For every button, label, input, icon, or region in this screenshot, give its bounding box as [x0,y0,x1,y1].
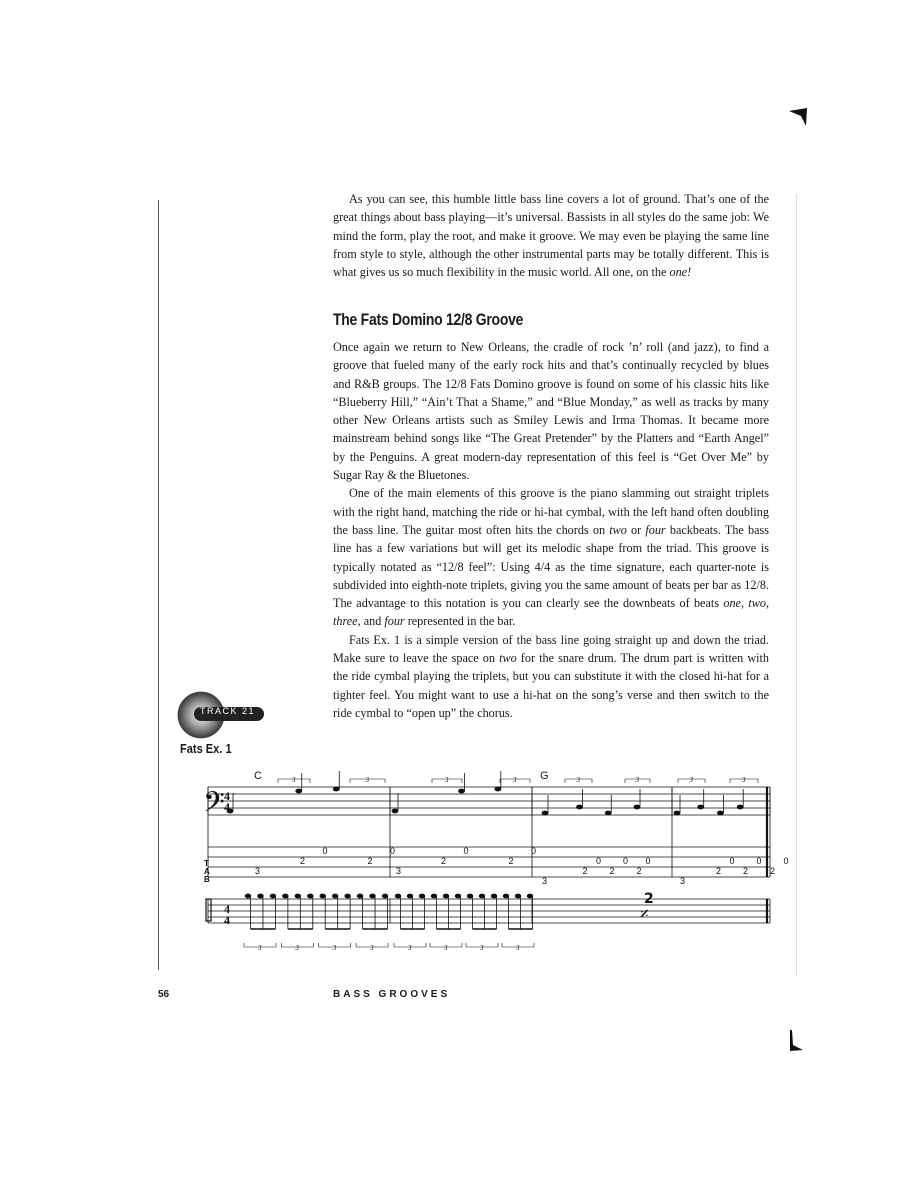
fret-number: 0 [729,856,735,866]
time-signature-bottom: 4 [224,800,230,814]
ride-cymbal-note [503,894,509,898]
ride-cymbal-note [431,894,437,898]
ride-cymbal-note [320,894,326,898]
drum-time-signature-top: 4 [224,902,230,916]
margin-rule [158,200,159,970]
fret-number: 0 [390,846,396,856]
bass-clef-icon: 𝄢 [203,786,225,826]
percussion-clef-icon [206,899,211,921]
page-number: 56 [158,989,170,1000]
bass-note [333,787,340,792]
fret-number: 0 [756,856,762,866]
fret-number: 2 [300,856,306,866]
fret-number: 3 [396,866,402,876]
fret-number: 0 [322,846,328,856]
fret-number: 2 [743,866,749,876]
fret-number: 2 [716,866,722,876]
bass-note [674,811,681,816]
track-label: TRACK 21 [200,706,256,716]
time-signature-top: 4 [224,789,230,803]
section-body [333,338,769,722]
ride-cymbal-note [395,894,401,898]
ride-cymbal-note [370,894,376,898]
tab-fret-numbers [255,846,789,886]
chord-symbol: G [540,770,549,782]
section-paragraph: Once again we return to New Orleans, the cradle of rock ’n’ roll (and jazz), to find a groove that fueled many of the early rock hits and that’s continually recycled by blues and R&B groups. The 12/8 Fats Domino groove is found on some of his classic hits like “Blueberry Hill,” “Ain’t That a Shame,” and “Blue Monday,” as well as tracks by many other New Orleans artists such as Smiley Lewis and Irma Thomas. It became more mainstream behind songs like “The Great Pretender” by the Platters and “Earth Angel” by the Penguins. A great modern-day representation of this feel is “Get Over Me” by Sugar Ray & the Bluetones. [333,340,769,483]
ride-cymbal-note [419,894,425,898]
music-score [200,775,789,960]
margin-dots [796,195,797,975]
fret-number: 2 [609,866,615,876]
corner-crop-mark [789,1030,805,1052]
drum-tuplet-number: 3 [332,944,337,952]
drum-time-signature-bottom: 4 [224,913,230,927]
bass-note [737,805,744,810]
ride-cymbal-note [270,894,276,898]
section-paragraph: Fats Ex. 1 is a simple version of the bass line going straight up and down the triad. Make sure to leave the space on two for the snare drum. The drum part is written with the ride cymbal playing the triplets, but you can substitute it with the closed hi-hat for a tighter feel. You might want to use a hi-hat on the song’s verse and then switch to the ride cymbal to “open up” the chorus. [333,632,769,720]
fret-number: 3 [542,876,548,886]
bass-note [295,789,302,794]
tab-staff [208,787,770,877]
tuplet-number: 3 [689,776,693,784]
bass-note [542,811,549,816]
bass-note [634,805,641,810]
ride-cymbal-note [258,894,264,898]
corner-crop-mark [789,108,809,128]
ride-cymbal-note [479,894,485,898]
drum-tuplet-number: 3 [516,944,520,952]
ride-cymbal-note [345,894,351,898]
fret-number: 2 [508,856,514,866]
drum-tuplet-number: 3 [408,944,412,952]
fret-number: 0 [623,856,629,866]
fret-number: 0 [531,846,537,856]
ride-cymbal-note [491,894,497,898]
ride-cymbal-note [283,894,289,898]
fret-number: 2 [582,866,588,876]
ride-cymbal-note [295,894,301,898]
bass-note [697,805,704,810]
fret-number: 2 [367,856,373,866]
ride-cymbal-note [407,894,413,898]
fret-number: 0 [645,856,651,866]
drum-tuplet-number: 3 [295,944,299,952]
repeat-count: 2 [644,891,654,907]
tuplet-number: 3 [635,776,639,784]
fret-number: 0 [783,856,789,866]
example-title: Fats Ex. 1 [180,741,232,756]
ride-cymbal-note [515,894,521,898]
fret-number: 0 [596,856,602,866]
drum-tuplet-number: 3 [258,944,262,952]
ride-cymbal-note [527,894,533,898]
drum-tuplet-number: 3 [480,944,484,952]
tuplet-number: 3 [292,776,296,784]
fret-number: 2 [441,856,447,866]
intro-paragraph: As you can see, this humble little bass line covers a lot of ground. That’s one of the great things about bass playing—it’s universal. Bassists in all styles do the same job: We mind the form, play the root, and make it groove. We may even be playing the same line from style to style, although the other instrumental parts may be totally different. This is what gives us so much flexibility in the music world. All one, on the one! [333,192,769,280]
fret-number: 2 [770,866,776,876]
tab-letter: B [204,875,210,884]
ride-cymbal-note [357,894,363,898]
ride-cymbal-note [307,894,313,898]
section-paragraph: One of the main elements of this groove is the piano slamming out straight triplets with the right hand, matching the ride or hi-hat cymbal, with the left hand often doubling the bass line. The guitar most often hits the chords on two or four backbeats. The bass line has a few variations but will get its melodic shape from the triad. This groove is typically notated as “12/8 feel”: Using 4/4 as the time signature, each quarter-note is subdivided into eighth-note triplets, giving you the same amount of beats per bar as 12/8. The advantage to this notation is you can clearly see the downbeats of beats one, two, three, and four represented in the bar. [333,486,770,629]
fret-number: 3 [680,876,686,886]
tuplet-number: 3 [576,776,580,784]
bass-notes [227,771,758,815]
tab-letter: A [204,867,210,876]
bass-note [494,787,501,792]
ride-cymbal-note [443,894,449,898]
chord-symbol: C [254,770,262,782]
bass-note [717,811,724,816]
fret-number: 3 [255,866,261,876]
tuplet-number: 3 [445,776,449,784]
fret-number: 0 [463,846,469,856]
bass-note [605,811,612,816]
tab-letter: T [204,859,209,868]
ride-cymbal-note [467,894,473,898]
ride-cymbal-note [332,894,338,898]
section-heading: The Fats Domino 12/8 Groove [333,310,524,329]
drum-tuplet-number: 3 [444,944,448,952]
bass-staff [208,787,770,815]
ride-cymbal-note [245,894,251,898]
ride-cymbal-note [455,894,461,898]
bass-note [576,805,583,810]
bass-note [458,789,465,794]
bass-note [392,809,399,814]
ride-cymbal-note [382,894,388,898]
tuplet-number: 3 [742,776,746,784]
tuplet-number: 3 [513,776,517,784]
drum-tuplet-number: 3 [370,944,374,952]
drum-staff [208,894,770,952]
running-title: BASS GROOVES [333,989,451,1000]
repeat-bars-icon: 𝄎 [640,904,649,925]
fret-number: 2 [636,866,642,876]
tuplet-number: 3 [365,776,369,784]
